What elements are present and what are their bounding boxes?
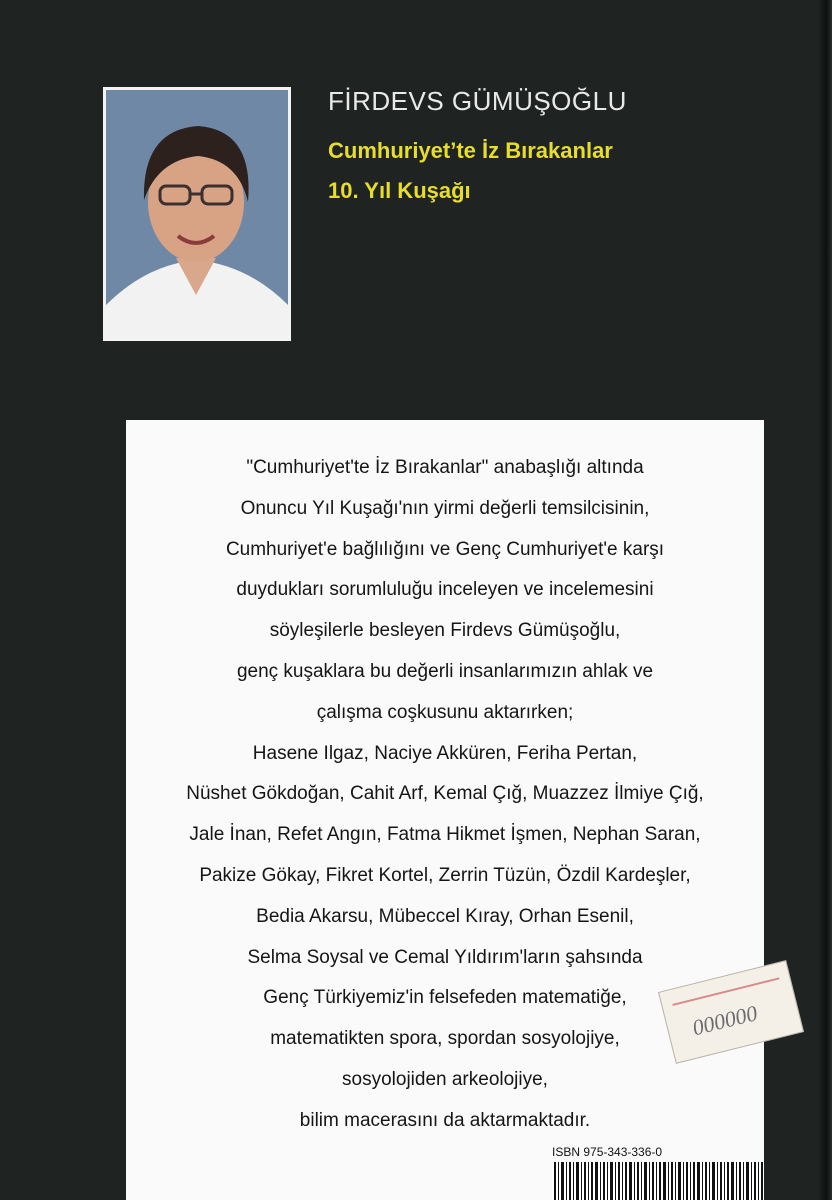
isbn-number: ISBN 975-343-336-0 xyxy=(552,1145,663,1159)
blurb-line: duydukları sorumluluğu inceleyen ve incelemesini xyxy=(236,579,654,601)
author-photo xyxy=(103,87,291,341)
blurb-panel xyxy=(126,420,764,1200)
price-sticker-number: 000000 xyxy=(689,1000,760,1041)
book-title: Cumhuriyet’te İz Bırakanlar xyxy=(328,138,613,163)
blurb-line: matematikten spora, spordan sosyolojiye, xyxy=(270,1028,620,1050)
blurb-line: Cumhuriyet'e bağlılığını ve Genç Cumhuriyet'e karşı xyxy=(225,538,665,560)
blurb-line: Selma Soysal ve Cemal Yıldırım'ların şahsında xyxy=(247,946,643,968)
barcode-icon xyxy=(552,1162,764,1200)
blurb-line: Genç Türkiyemiz'in felsefeden matematiğe, xyxy=(263,987,627,1009)
blurb-line: Jale İnan, Refet Angın, Fatma Hikmet İşmen, Nephan Saran, xyxy=(189,824,701,846)
blurb-line: Onuncu Yıl Kuşağı'nın yirmi değerli temsilcisinin, xyxy=(240,497,650,519)
blurb-line: sosyolojiden arkeolojiye, xyxy=(342,1068,548,1090)
blurb-line: bilim macerasını da aktarmaktadır. xyxy=(299,1109,591,1131)
author-name: FİRDEVS GÜMÜŞOĞLU xyxy=(328,86,627,116)
author-portrait-icon xyxy=(106,90,288,338)
blurb-line: söyleşilerle besleyen Firdevs Gümüşoğlu, xyxy=(269,620,621,642)
blurb-line: Bedia Akarsu, Mübeccel Kıray, Orhan Esenil, xyxy=(256,905,634,927)
blurb-line: Hasene Ilgaz, Naciye Akküren, Feriha Pertan, xyxy=(252,742,638,764)
blurb-line: genç kuşaklara bu değerli insanlarımızın ahlak ve xyxy=(236,660,654,682)
blurb-line: Pakize Gökay, Fikret Kortel, Zerrin Tüzün, Özdil Kardeşler, xyxy=(199,864,691,886)
blurb-text xyxy=(126,448,764,1142)
blurb-line: çalışma coşkusunu aktarırken; xyxy=(316,701,574,723)
blurb-line: "Cumhuriyet'te İz Bırakanlar" anabaşlığı altında xyxy=(246,457,644,478)
blurb-line: Nüshet Gökdoğan, Cahit Arf, Kemal Çığ, Muazzez İlmiye Çığ, xyxy=(186,783,704,805)
book-subtitle: 10. Yıl Kuşağı xyxy=(328,178,471,203)
